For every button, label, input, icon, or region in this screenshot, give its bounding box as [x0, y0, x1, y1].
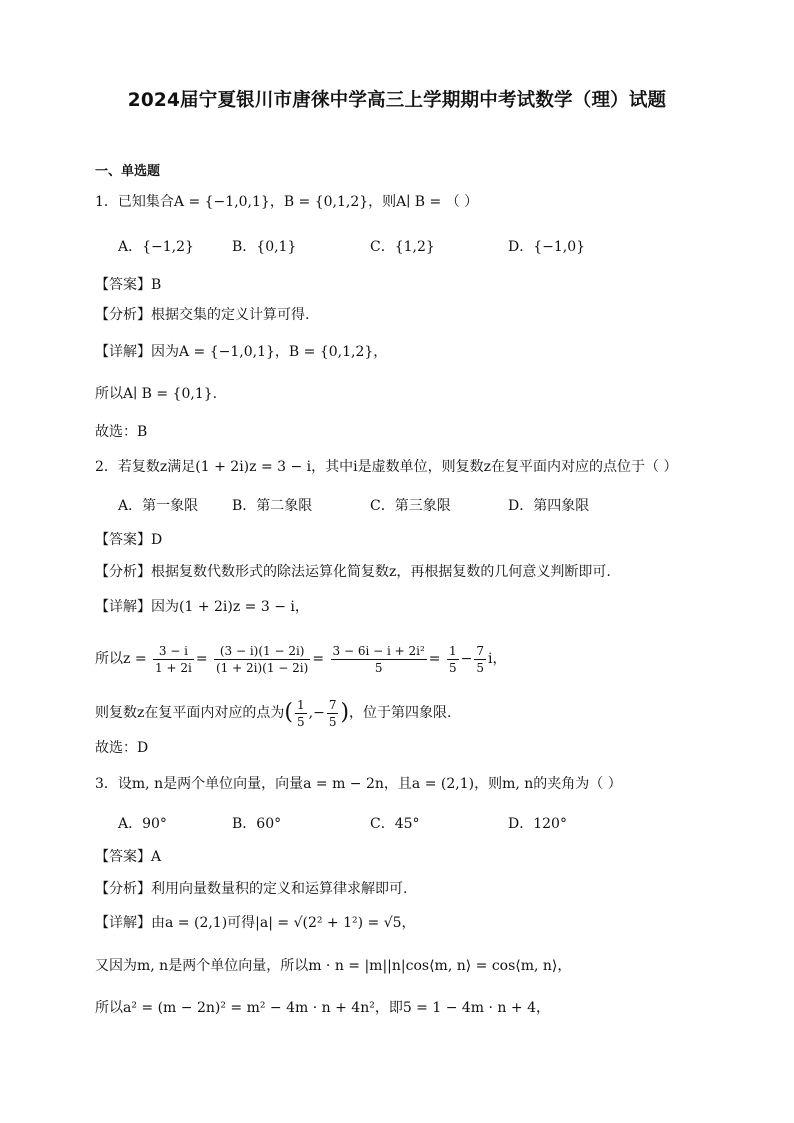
solution-line: 所以a² = (m − 2n)² = m² − 4m · n + 4n²，即5 = 1 − 4m · n + 4，: [95, 1000, 550, 1016]
section-heading: 一、单选题: [95, 164, 161, 179]
equation-suffix: i，: [487, 651, 507, 667]
analysis-text: 根据复数代数形式的除法运算化简复数z，再根据复数的几何意义判断即可.: [151, 564, 611, 580]
detail-line: [95, 913, 416, 933]
point-prefix: 则复数z在复平面内对应的点为: [95, 705, 285, 721]
page-title: 2024届宁夏银川市唐徕中学高三上学期期中考试数学（理）试题: [127, 90, 667, 111]
option-b: B．60°: [232, 816, 282, 832]
detail-text: 因为A = {−1,0,1}，B = {0,1,2}，: [151, 344, 388, 360]
choose-line: 故选：D: [95, 740, 149, 756]
question-3-stem: 3．设m, n是两个单位向量，向量a = m − 2n，且a = (2,1)，则m, n的夹角为（ ）: [95, 776, 622, 792]
analysis-line: [95, 879, 407, 899]
fraction: $\frac{1}{5}$: [296, 697, 305, 729]
fraction: $\frac{3 - i}{1 + 2i}$: [155, 643, 192, 675]
answer-tag: 【答案】: [95, 277, 151, 293]
option-c: C．{1,2}: [370, 239, 435, 255]
answer-value: B: [151, 277, 162, 293]
division-equation: 所以z = $\frac{3 - i}{1 + 2i}$ = $\frac{(3 - i)(1 - 2i)}{(1 + 2i)(1 - 2i)}$ = $\frac{\text{3 − 6i − i + 2i²}}{5}$ = $\frac{1}{5}$ − $\frac{7}{5}$ i，: [95, 643, 507, 675]
analysis-text: 利用向量数量积的定义和运算律求解即可.: [151, 881, 408, 897]
detail-line: [95, 342, 387, 362]
fraction: $\frac{1}{5}$: [448, 643, 457, 675]
answer-tag: 【答案】: [95, 532, 151, 548]
detail-text: 由a = (2,1)可得|a| = √(2² + 1²) = √5，: [151, 915, 416, 931]
point-suffix: ，位于第四象限.: [349, 705, 452, 721]
answer-line: [95, 847, 161, 867]
option-b: B．第二象限: [232, 498, 313, 514]
option-d: D．第四象限: [508, 498, 590, 514]
analysis-tag: 【分析】: [95, 564, 151, 580]
fraction: $\frac{\text{3 − 6i − i + 2i²}}{5}$: [332, 643, 425, 675]
option-d: D．{−1,0}: [508, 239, 586, 255]
answer-line: [95, 530, 162, 550]
detail-text: 因为(1 + 2i)z = 3 − i，: [151, 599, 309, 615]
point-line: 则复数z在复平面内对应的点为( $\frac{1}{5}$ ,− $\frac{7}{5}$ )，位于第四象限.: [95, 697, 452, 729]
option-a: A．90°: [118, 816, 167, 832]
detail-tag: 【详解】: [95, 915, 151, 931]
fraction: $\frac{7}{5}$: [328, 697, 337, 729]
option-c: C．45°: [370, 816, 420, 832]
fraction: $\frac{(3 - i)(1 - 2i)}{(1 + 2i)(1 - 2i)}$: [216, 643, 309, 675]
equation-prefix: 所以z =: [95, 651, 147, 667]
analysis-text: 根据交集的定义计算可得.: [151, 307, 310, 323]
analysis-line: [95, 305, 309, 325]
option-a: A．第一象限: [118, 498, 199, 514]
detail-tag: 【详解】: [95, 599, 151, 615]
solution-line: 所以A∣ B = {0,1}.: [95, 386, 218, 402]
analysis-line: [95, 562, 611, 582]
answer-line: [95, 275, 161, 295]
option-d: D．120°: [508, 816, 567, 832]
analysis-tag: 【分析】: [95, 307, 151, 323]
analysis-tag: 【分析】: [95, 881, 151, 897]
answer-value: A: [151, 849, 162, 865]
question-2-stem: 2．若复数z满足(1 + 2i)z = 3 − i，其中i是虚数单位，则复数z在复平面内对应的点位于（ ）: [95, 459, 678, 475]
solution-line: 又因为m, n是两个单位向量，所以m · n = |m||n|cos⟨m, n⟩ = cos⟨m, n⟩，: [95, 958, 572, 974]
option-a: A．{−1,2}: [118, 239, 194, 255]
answer-tag: 【答案】: [95, 849, 151, 865]
fraction: $\frac{7}{5}$: [476, 643, 484, 675]
option-c: C．第三象限: [370, 498, 451, 514]
choose-line: 故选：B: [95, 424, 148, 440]
detail-line: [95, 597, 309, 617]
detail-tag: 【详解】: [95, 344, 151, 360]
question-1-stem: 1．已知集合A = {−1,0,1}，B = {0,1,2}，则A∣ B = （ ）: [95, 194, 479, 210]
option-b: B．{0,1}: [232, 239, 297, 255]
answer-value: D: [151, 532, 163, 548]
